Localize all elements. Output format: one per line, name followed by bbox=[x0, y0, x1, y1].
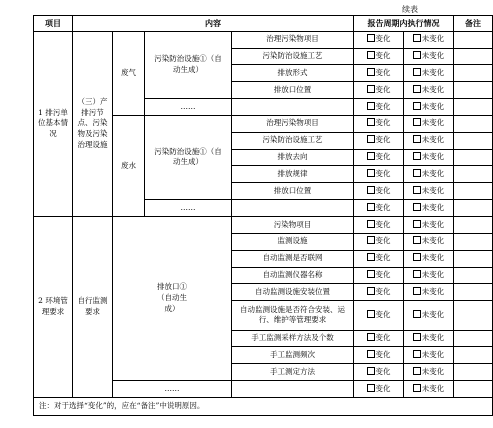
status-changed-checkbox[interactable] bbox=[367, 270, 391, 281]
status-option-unchanged bbox=[404, 330, 454, 347]
status-unchanged-checkbox[interactable] bbox=[413, 220, 445, 231]
checkbox-square-icon[interactable] bbox=[413, 203, 421, 211]
water-facility-more: …… bbox=[145, 200, 232, 217]
checkbox-label: 变化 bbox=[375, 118, 391, 128]
table-note: 注：对于选择“变化”的，应在“备注”中说明原因。 bbox=[34, 398, 493, 416]
status-option-unchanged bbox=[404, 82, 454, 99]
remarks-cell[interactable] bbox=[454, 166, 493, 183]
checkbox-square-icon[interactable] bbox=[367, 310, 375, 318]
monitor-item-blank bbox=[232, 381, 354, 398]
checkbox-square-icon[interactable] bbox=[367, 85, 375, 93]
remarks-cell[interactable] bbox=[454, 364, 493, 381]
status-changed-checkbox[interactable] bbox=[367, 68, 391, 79]
status-option-changed bbox=[354, 284, 404, 301]
note-row bbox=[34, 398, 493, 416]
checkbox-square-icon[interactable] bbox=[367, 384, 375, 392]
remarks-cell[interactable] bbox=[454, 330, 493, 347]
water-item: 污染防治设施工艺 bbox=[232, 132, 354, 149]
status-unchanged-checkbox[interactable] bbox=[413, 68, 445, 79]
gas-item: 排放口位置 bbox=[232, 82, 354, 99]
remarks-cell[interactable] bbox=[454, 99, 493, 116]
checkbox-label: 未变化 bbox=[421, 101, 445, 111]
remarks-cell[interactable] bbox=[454, 250, 493, 267]
status-option-changed bbox=[354, 250, 404, 267]
monitor-item: 污染物项目 bbox=[232, 217, 354, 234]
remarks-cell[interactable] bbox=[454, 65, 493, 82]
checkbox-square-icon[interactable] bbox=[367, 118, 375, 126]
remarks-cell[interactable] bbox=[454, 132, 493, 149]
checkbox-square-icon[interactable] bbox=[413, 333, 421, 341]
monitor-item: 监测设施 bbox=[232, 233, 354, 250]
checkbox-label: 变化 bbox=[375, 84, 391, 94]
checkbox-square-icon[interactable] bbox=[367, 333, 375, 341]
checkbox-square-icon[interactable] bbox=[413, 152, 421, 160]
checkbox-label: 变化 bbox=[375, 168, 391, 178]
checkbox-label: 未变化 bbox=[421, 185, 445, 195]
checkbox-square-icon[interactable] bbox=[413, 68, 421, 76]
checkbox-square-icon[interactable] bbox=[367, 287, 375, 295]
checkbox-label: 变化 bbox=[375, 202, 391, 212]
checkbox-label: 未变化 bbox=[421, 168, 445, 178]
checkbox-label: 变化 bbox=[375, 152, 391, 162]
gas-item-blank bbox=[232, 99, 354, 116]
status-option-unchanged bbox=[404, 301, 454, 330]
status-changed-checkbox[interactable] bbox=[367, 220, 391, 231]
status-changed-checkbox[interactable] bbox=[367, 51, 391, 62]
checkbox-label: 未变化 bbox=[421, 269, 445, 279]
status-option-changed bbox=[354, 330, 404, 347]
checkbox-square-icon[interactable] bbox=[413, 118, 421, 126]
checkbox-label: 未变化 bbox=[421, 118, 445, 128]
checkbox-label: 变化 bbox=[375, 253, 391, 263]
checkbox-square-icon[interactable] bbox=[367, 152, 375, 160]
monitor-item: 自动监测是否联网 bbox=[232, 250, 354, 267]
status-changed-checkbox[interactable] bbox=[367, 169, 391, 180]
checkbox-label: 变化 bbox=[375, 101, 391, 111]
monitor-item: 手工测定方法 bbox=[232, 364, 354, 381]
checkbox-square-icon[interactable] bbox=[413, 102, 421, 110]
water-item: 排放口位置 bbox=[232, 183, 354, 200]
checkbox-square-icon[interactable] bbox=[367, 367, 375, 375]
status-changed-checkbox[interactable] bbox=[367, 34, 391, 45]
remarks-cell[interactable] bbox=[454, 284, 493, 301]
section-2-label: 2 环境管理要求 bbox=[34, 217, 73, 398]
status-unchanged-checkbox[interactable] bbox=[413, 384, 445, 395]
status-unchanged-checkbox[interactable] bbox=[413, 236, 445, 247]
checkbox-square-icon[interactable] bbox=[413, 384, 421, 392]
status-changed-checkbox[interactable] bbox=[367, 186, 391, 197]
status-option-unchanged bbox=[404, 284, 454, 301]
status-option-changed bbox=[354, 301, 404, 330]
checkbox-square-icon[interactable] bbox=[413, 367, 421, 375]
status-option-changed bbox=[354, 149, 404, 166]
status-unchanged-checkbox[interactable] bbox=[413, 51, 445, 62]
status-changed-checkbox[interactable] bbox=[367, 102, 391, 113]
checkbox-square-icon[interactable] bbox=[367, 68, 375, 76]
water-item-blank bbox=[232, 200, 354, 217]
remarks-cell[interactable] bbox=[454, 301, 493, 330]
status-option-unchanged bbox=[404, 381, 454, 398]
table-row bbox=[34, 217, 493, 234]
remarks-cell[interactable] bbox=[454, 381, 493, 398]
remarks-cell[interactable] bbox=[454, 267, 493, 284]
section-1-label: 1 排污单位基本情况 bbox=[34, 31, 73, 216]
status-option-unchanged bbox=[404, 48, 454, 65]
change-status-table bbox=[33, 15, 493, 416]
checkbox-label: 变化 bbox=[375, 135, 391, 145]
status-unchanged-checkbox[interactable] bbox=[413, 310, 445, 321]
status-option-unchanged bbox=[404, 233, 454, 250]
status-option-unchanged bbox=[404, 115, 454, 132]
status-changed-checkbox[interactable] bbox=[367, 333, 391, 344]
status-unchanged-checkbox[interactable] bbox=[413, 186, 445, 197]
section-2-subsection: 自行监测要求 bbox=[73, 217, 113, 398]
checkbox-square-icon[interactable] bbox=[367, 270, 375, 278]
status-option-changed bbox=[354, 347, 404, 364]
checkbox-label: 变化 bbox=[375, 185, 391, 195]
status-option-unchanged bbox=[404, 267, 454, 284]
checkbox-square-icon[interactable] bbox=[367, 169, 375, 177]
status-changed-checkbox[interactable] bbox=[367, 367, 391, 378]
status-option-changed bbox=[354, 183, 404, 200]
gas-item: 治理污染物项目 bbox=[232, 31, 354, 48]
outlet-more: …… bbox=[113, 381, 232, 398]
monitor-item: 手工监测采样方法及个数 bbox=[232, 330, 354, 347]
checkbox-square-icon[interactable] bbox=[367, 350, 375, 358]
checkbox-label: 未变化 bbox=[421, 67, 445, 77]
section-1-body bbox=[34, 31, 493, 216]
gas-category: 废气 bbox=[113, 31, 145, 115]
status-unchanged-checkbox[interactable] bbox=[413, 350, 445, 361]
status-option-changed bbox=[354, 31, 404, 48]
checkbox-label: 变化 bbox=[375, 383, 391, 393]
checkbox-label: 变化 bbox=[375, 333, 391, 343]
status-option-unchanged bbox=[404, 65, 454, 82]
checkbox-label: 未变化 bbox=[421, 349, 445, 359]
gas-item: 污染防治设施工艺 bbox=[232, 48, 354, 65]
status-option-unchanged bbox=[404, 183, 454, 200]
checkbox-label: 变化 bbox=[375, 236, 391, 246]
checkbox-label: 未变化 bbox=[421, 152, 445, 162]
gas-facility: 污染防治设施①（自动生成） bbox=[145, 31, 232, 98]
checkbox-label: 未变化 bbox=[421, 236, 445, 246]
checkbox-square-icon[interactable] bbox=[367, 220, 375, 228]
checkbox-label: 变化 bbox=[375, 51, 391, 61]
water-facility: 污染防治设施①（自动生成） bbox=[145, 115, 232, 199]
remarks-cell[interactable] bbox=[454, 347, 493, 364]
checkbox-label: 未变化 bbox=[421, 34, 445, 44]
checkbox-label: 变化 bbox=[375, 34, 391, 44]
status-unchanged-checkbox[interactable] bbox=[413, 118, 445, 129]
status-option-unchanged bbox=[404, 99, 454, 116]
header-status: 报告周期内执行情况 bbox=[354, 16, 454, 32]
status-option-unchanged bbox=[404, 217, 454, 234]
status-option-changed bbox=[354, 267, 404, 284]
checkbox-square-icon[interactable] bbox=[413, 287, 421, 295]
status-option-changed bbox=[354, 233, 404, 250]
water-item: 排放规律 bbox=[232, 166, 354, 183]
status-option-unchanged bbox=[404, 166, 454, 183]
status-unchanged-checkbox[interactable] bbox=[413, 135, 445, 146]
checkbox-label: 变化 bbox=[375, 349, 391, 359]
status-option-changed bbox=[354, 115, 404, 132]
status-option-changed bbox=[354, 381, 404, 398]
status-changed-checkbox[interactable] bbox=[367, 203, 391, 214]
status-unchanged-checkbox[interactable] bbox=[413, 253, 445, 264]
checkbox-square-icon[interactable] bbox=[367, 253, 375, 261]
status-option-changed bbox=[354, 99, 404, 116]
status-changed-checkbox[interactable] bbox=[367, 384, 391, 395]
water-item: 治理污染物项目 bbox=[232, 115, 354, 132]
status-changed-checkbox[interactable] bbox=[367, 85, 391, 96]
continued-label: 续表 bbox=[402, 5, 418, 14]
checkbox-label: 未变化 bbox=[421, 333, 445, 343]
header-remarks: 备注 bbox=[454, 16, 493, 32]
status-unchanged-checkbox[interactable] bbox=[413, 85, 445, 96]
status-option-changed bbox=[354, 364, 404, 381]
status-option-unchanged bbox=[404, 31, 454, 48]
checkbox-square-icon[interactable] bbox=[367, 51, 375, 59]
status-changed-checkbox[interactable] bbox=[367, 236, 391, 247]
checkbox-label: 变化 bbox=[375, 366, 391, 376]
remarks-cell[interactable] bbox=[454, 48, 493, 65]
checkbox-label: 未变化 bbox=[421, 286, 445, 296]
status-option-unchanged bbox=[404, 364, 454, 381]
checkbox-square-icon[interactable] bbox=[413, 51, 421, 59]
status-unchanged-checkbox[interactable] bbox=[413, 367, 445, 378]
status-unchanged-checkbox[interactable] bbox=[413, 102, 445, 113]
checkbox-square-icon[interactable] bbox=[413, 34, 421, 42]
status-option-unchanged bbox=[404, 200, 454, 217]
outlet-label: 排放口①（自动生成） bbox=[113, 217, 232, 381]
table-row bbox=[34, 31, 493, 48]
status-changed-checkbox[interactable] bbox=[367, 152, 391, 163]
checkbox-label: 变化 bbox=[375, 219, 391, 229]
status-option-changed bbox=[354, 65, 404, 82]
status-option-changed bbox=[354, 132, 404, 149]
checkbox-label: 变化 bbox=[375, 67, 391, 77]
status-unchanged-checkbox[interactable] bbox=[413, 270, 445, 281]
status-changed-checkbox[interactable] bbox=[367, 287, 391, 298]
checkbox-label: 未变化 bbox=[421, 383, 445, 393]
header-content: 内容 bbox=[73, 16, 354, 32]
status-option-changed bbox=[354, 200, 404, 217]
checkbox-label: 未变化 bbox=[421, 84, 445, 94]
checkbox-square-icon[interactable] bbox=[367, 34, 375, 42]
checkbox-label: 未变化 bbox=[421, 366, 445, 376]
monitor-item: 手工监测频次 bbox=[232, 347, 354, 364]
monitor-item: 自动监测设施是否符合安装、运行、维护等管理要求 bbox=[232, 301, 354, 330]
status-changed-checkbox[interactable] bbox=[367, 253, 391, 264]
status-unchanged-checkbox[interactable] bbox=[413, 203, 445, 214]
checkbox-square-icon[interactable] bbox=[413, 169, 421, 177]
table-header bbox=[34, 16, 493, 32]
monitor-item: 自动监测仪器名称 bbox=[232, 267, 354, 284]
checkbox-square-icon[interactable] bbox=[413, 253, 421, 261]
remarks-cell[interactable] bbox=[454, 31, 493, 48]
status-changed-checkbox[interactable] bbox=[367, 310, 391, 321]
status-option-changed bbox=[354, 217, 404, 234]
checkbox-label: 未变化 bbox=[421, 202, 445, 212]
gas-item: 排放形式 bbox=[232, 65, 354, 82]
remarks-cell[interactable] bbox=[454, 149, 493, 166]
checkbox-square-icon[interactable] bbox=[367, 102, 375, 110]
checkbox-square-icon[interactable] bbox=[413, 350, 421, 358]
status-option-unchanged bbox=[404, 250, 454, 267]
section-2-body bbox=[34, 217, 493, 398]
checkbox-square-icon[interactable] bbox=[413, 270, 421, 278]
status-option-changed bbox=[354, 166, 404, 183]
checkbox-square-icon[interactable] bbox=[367, 135, 375, 143]
header-item: 项目 bbox=[34, 16, 73, 32]
remarks-cell[interactable] bbox=[454, 233, 493, 250]
remarks-cell[interactable] bbox=[454, 217, 493, 234]
remarks-cell[interactable] bbox=[454, 200, 493, 217]
status-option-changed bbox=[354, 48, 404, 65]
status-unchanged-checkbox[interactable] bbox=[413, 152, 445, 163]
water-item: 排放去向 bbox=[232, 149, 354, 166]
checkbox-square-icon[interactable] bbox=[413, 135, 421, 143]
gas-facility-more: …… bbox=[145, 99, 232, 116]
status-unchanged-checkbox[interactable] bbox=[413, 34, 445, 45]
section-1-subsection: （三）产排污节点、污染物及污染治理设施 bbox=[73, 31, 113, 216]
status-option-unchanged bbox=[404, 132, 454, 149]
checkbox-label: 未变化 bbox=[421, 219, 445, 229]
checkbox-label: 未变化 bbox=[421, 309, 445, 319]
status-changed-checkbox[interactable] bbox=[367, 118, 391, 129]
remarks-cell[interactable] bbox=[454, 183, 493, 200]
checkbox-square-icon[interactable] bbox=[367, 186, 375, 194]
remarks-cell[interactable] bbox=[454, 115, 493, 132]
status-unchanged-checkbox[interactable] bbox=[413, 333, 445, 344]
checkbox-square-icon[interactable] bbox=[367, 203, 375, 211]
checkbox-square-icon[interactable] bbox=[413, 310, 421, 318]
status-option-unchanged bbox=[404, 347, 454, 364]
checkbox-square-icon[interactable] bbox=[413, 236, 421, 244]
status-changed-checkbox[interactable] bbox=[367, 350, 391, 361]
monitor-item: 自动监测设施安装位置 bbox=[232, 284, 354, 301]
remarks-cell[interactable] bbox=[454, 82, 493, 99]
status-option-unchanged bbox=[404, 149, 454, 166]
status-option-changed bbox=[354, 82, 404, 99]
water-category: 废水 bbox=[113, 115, 145, 216]
checkbox-square-icon[interactable] bbox=[413, 220, 421, 228]
checkbox-label: 未变化 bbox=[421, 135, 445, 145]
status-unchanged-checkbox[interactable] bbox=[413, 169, 445, 180]
checkbox-square-icon[interactable] bbox=[413, 186, 421, 194]
checkbox-label: 变化 bbox=[375, 309, 391, 319]
checkbox-label: 未变化 bbox=[421, 253, 445, 263]
checkbox-label: 变化 bbox=[375, 286, 391, 296]
status-changed-checkbox[interactable] bbox=[367, 135, 391, 146]
checkbox-square-icon[interactable] bbox=[367, 236, 375, 244]
checkbox-label: 变化 bbox=[375, 269, 391, 279]
checkbox-square-icon[interactable] bbox=[413, 85, 421, 93]
status-unchanged-checkbox[interactable] bbox=[413, 287, 445, 298]
checkbox-label: 未变化 bbox=[421, 51, 445, 61]
